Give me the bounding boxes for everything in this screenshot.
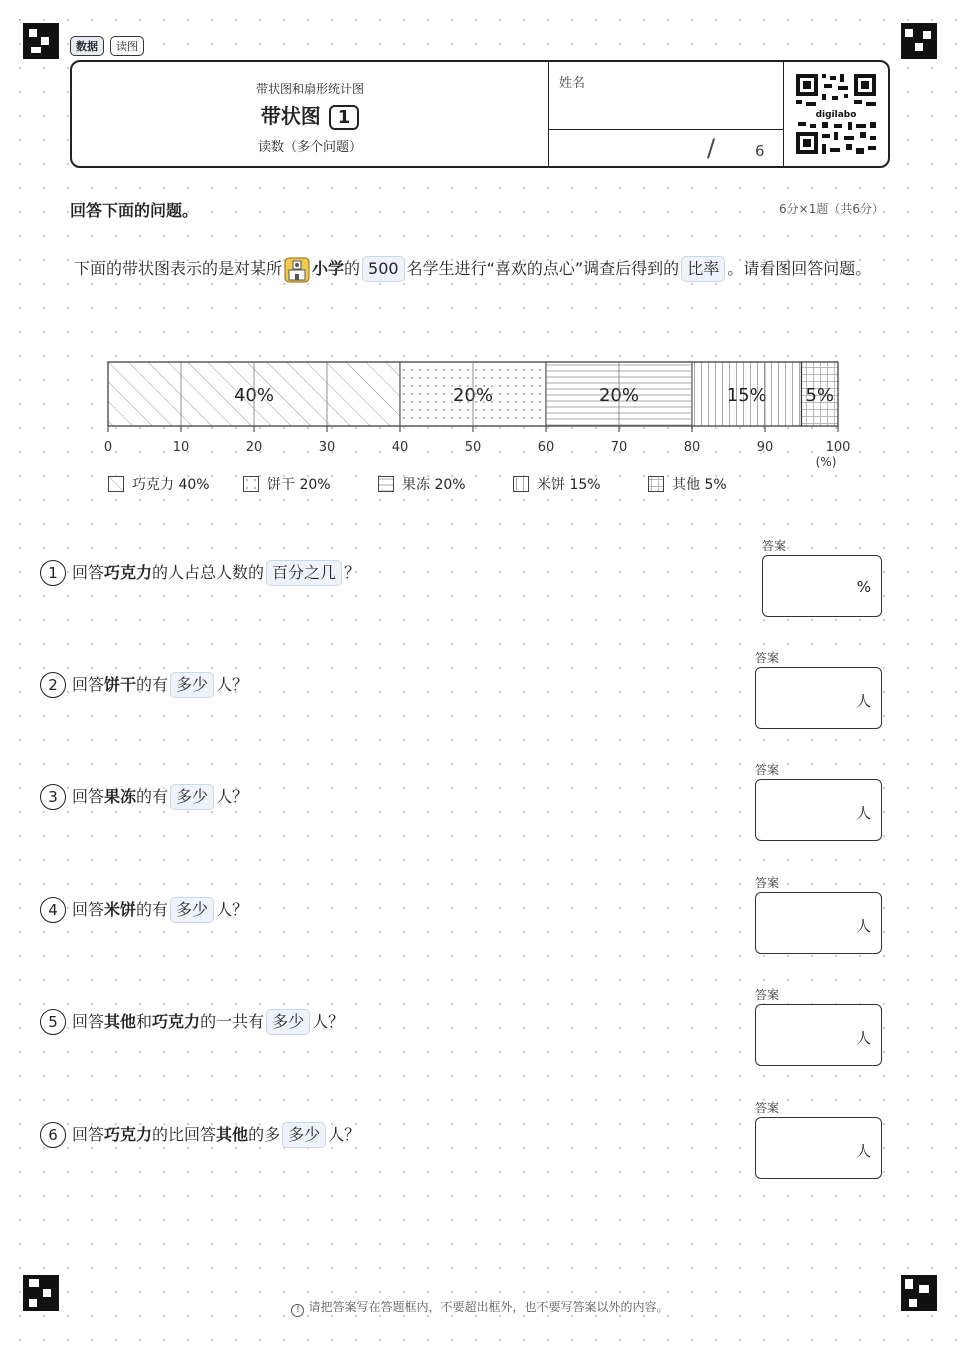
qr-code-icon: [794, 72, 878, 156]
question-highlight: 多少: [170, 784, 214, 810]
question-2: [40, 672, 248, 698]
question-text: [72, 1009, 344, 1035]
question-pre: 回答: [72, 563, 105, 582]
question-mid-2: 的多: [248, 1125, 281, 1144]
question-number: 6: [40, 1122, 66, 1148]
qr-label: digilabo: [815, 110, 857, 120]
tick-label: 30: [318, 440, 336, 455]
tick-label: 90: [756, 440, 774, 455]
tick-label: 40: [391, 440, 409, 455]
answer-unit: 人: [855, 1142, 871, 1160]
intro-text-2: 的: [344, 259, 361, 278]
question-number: 5: [40, 1009, 66, 1035]
question-number: 3: [40, 784, 66, 810]
name-score-block: [548, 62, 784, 166]
answer-unit: %: [856, 578, 871, 596]
question-subject: 果冻: [104, 787, 137, 806]
tick-label: 100: [825, 440, 851, 455]
question-subject: 巧克力: [104, 1125, 153, 1144]
legend-label: 米饼 15%: [537, 477, 601, 493]
worksheet-title: [72, 100, 548, 130]
footer-text: 请把答案写在答题框内，不要超出框外，也不要写答案以外的内容。: [308, 1300, 669, 1314]
intro-paragraph: [74, 252, 886, 286]
question-subject-2: 其他: [216, 1125, 249, 1144]
chart-legend: [108, 474, 783, 494]
worksheet-description: 读数（多个问题）: [257, 140, 362, 155]
intro-text-1: 下面的带状图表示的是对某所: [74, 259, 283, 278]
answer-unit: 人: [855, 804, 871, 822]
question-subject: 巧克力: [104, 563, 153, 582]
legend-item: [108, 474, 243, 494]
question-post: 人？: [216, 787, 249, 806]
answer-label: 答案: [762, 539, 787, 553]
question-text: [72, 897, 248, 923]
footer-note: [0, 1298, 960, 1317]
legend-swatch: [648, 476, 664, 492]
question-post: 人？: [312, 1012, 345, 1031]
answer-unit: 人: [855, 917, 871, 935]
answer-box-4[interactable]: [755, 892, 882, 954]
legend-item: [378, 474, 513, 494]
question-6: [40, 1122, 360, 1148]
question-pre: 回答: [72, 675, 105, 694]
question-subject: 饼干: [104, 675, 137, 694]
question-5: [40, 1009, 344, 1035]
question-highlight: 多少: [170, 897, 214, 923]
question-text: [72, 1122, 360, 1148]
question-pre: 回答: [72, 1012, 105, 1031]
question-mid: 的有: [136, 787, 169, 806]
answer-label: 答案: [755, 763, 780, 777]
question-mid: 的比回答: [152, 1125, 217, 1144]
legend-label: 其他 5%: [672, 477, 727, 493]
answer-unit: 人: [855, 1029, 871, 1047]
points-info: 6分×1题（共6分）: [779, 202, 884, 216]
question-number: 4: [40, 897, 66, 923]
question-post: 人？: [216, 900, 249, 919]
info-icon: !: [291, 1304, 304, 1317]
answer-label: 答案: [755, 1101, 780, 1115]
question-post: ？: [344, 563, 361, 582]
intro-text-3: 名学生进行“喜欢的点心”调查后得到的: [406, 259, 680, 278]
answer-box-2[interactable]: [755, 667, 882, 729]
segment-label: 15%: [726, 385, 767, 406]
answer-box-3[interactable]: [755, 779, 882, 841]
question-text: [72, 784, 248, 810]
answer-box-1[interactable]: [762, 555, 882, 617]
intro-school: 小学: [312, 259, 345, 278]
question-1: [40, 560, 360, 586]
corner-marker-top-right: [901, 23, 937, 59]
legend-item: [648, 474, 783, 494]
question-post: 人？: [216, 675, 249, 694]
question-highlight: 多少: [170, 672, 214, 698]
name-divider: [549, 129, 783, 130]
question-highlight: 多少: [266, 1009, 310, 1035]
question-subject-2: 巧克力: [152, 1012, 201, 1031]
question-subject: 其他: [104, 1012, 137, 1031]
answer-label: 答案: [755, 651, 780, 665]
tag-read-chart: 读图: [110, 36, 144, 56]
question-mid: 的有: [136, 675, 169, 694]
answer-box-5[interactable]: [755, 1004, 882, 1066]
legend-item: [513, 474, 648, 494]
question-highlight: 多少: [282, 1122, 326, 1148]
question-pre: 回答: [72, 900, 105, 919]
answer-label: 答案: [755, 876, 780, 890]
legend-label: 果冻 20%: [402, 477, 466, 493]
title-block: [72, 62, 548, 166]
question-number: 1: [40, 560, 66, 586]
tick-label: 80: [683, 440, 701, 455]
question-number: 2: [40, 672, 66, 698]
axis-unit: (%): [815, 455, 837, 469]
tag-group: [70, 36, 144, 56]
question-subject: 米饼: [104, 900, 137, 919]
worksheet-number: 1: [329, 105, 360, 130]
question-pre: 回答: [72, 1125, 105, 1144]
legend-swatch: [378, 476, 394, 492]
question-text: [72, 560, 360, 586]
tick-label: 0: [103, 440, 113, 455]
question-mid-2: 的一共有: [200, 1012, 265, 1031]
question-mid: 的人占总人数的: [152, 563, 265, 582]
segment-label: 20%: [598, 385, 640, 406]
legend-label: 巧克力 40%: [132, 477, 210, 493]
intro-text-4: 。请看图回答问题。: [727, 259, 872, 278]
legend-swatch: [513, 476, 529, 492]
tick-label: 70: [610, 440, 628, 455]
question-4: [40, 897, 248, 923]
question-highlight: 百分之几: [266, 560, 342, 586]
worksheet-header: [70, 60, 890, 168]
question-pre: 回答: [72, 787, 105, 806]
legend-item: [243, 474, 378, 494]
question-post: 人？: [328, 1125, 361, 1144]
name-label: 姓名: [559, 76, 586, 91]
tick-label: 50: [464, 440, 482, 455]
score-slash: /: [707, 134, 716, 162]
corner-marker-top-left: [23, 23, 59, 59]
legend-swatch: [243, 476, 259, 492]
intro-ratio: 比率: [681, 256, 725, 282]
answer-box-6[interactable]: [755, 1117, 882, 1179]
legend-label: 饼干 20%: [267, 477, 331, 493]
band-chart: [96, 350, 876, 475]
tag-data: 数据: [70, 36, 104, 56]
intro-count: 500: [362, 256, 405, 282]
question-text: [72, 672, 248, 698]
segment-label: 40%: [233, 385, 275, 406]
segment-label: 20%: [452, 385, 494, 406]
answer-unit: 人: [855, 692, 871, 710]
segment-label: 5%: [805, 385, 835, 406]
question-mid: 的有: [136, 900, 169, 919]
section-title: 回答下面的问题。: [70, 201, 199, 220]
tick-label: 20: [245, 440, 263, 455]
title-text: 带状图: [260, 104, 321, 128]
answer-label: 答案: [755, 988, 780, 1002]
tick-label: 10: [172, 440, 190, 455]
legend-swatch: [108, 476, 124, 492]
school-icon: [284, 257, 310, 283]
question-mid: 和: [136, 1012, 153, 1031]
question-3: [40, 784, 248, 810]
score-total: 6: [755, 142, 765, 160]
worksheet-subtitle: 带状图和扇形统计图: [255, 82, 364, 96]
tick-label: 60: [537, 440, 555, 455]
